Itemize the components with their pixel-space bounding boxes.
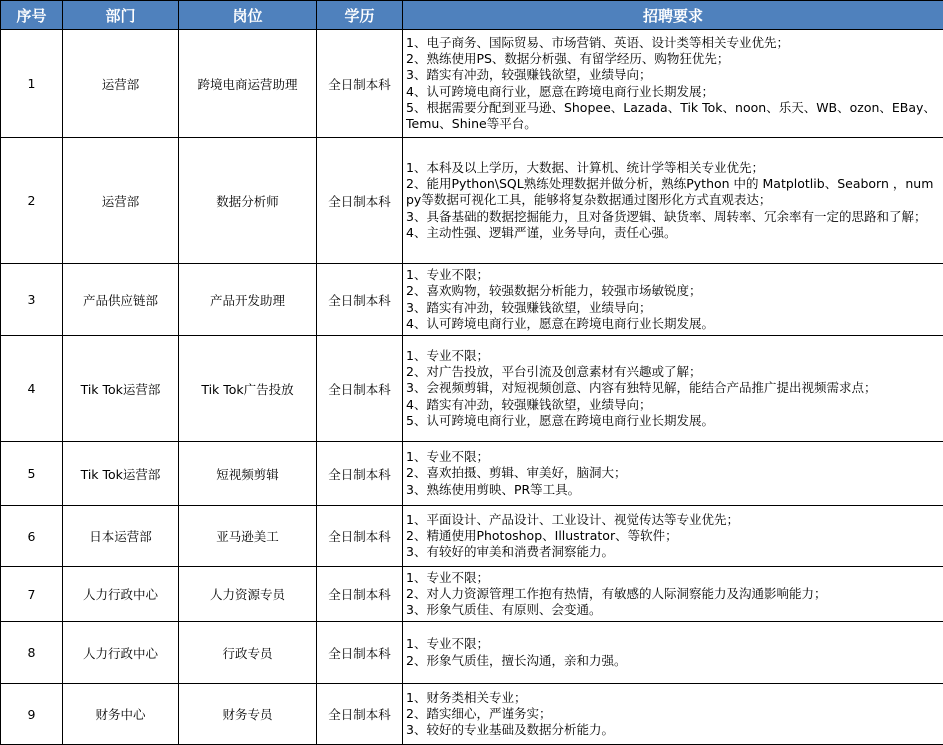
table-row: [1, 506, 943, 567]
requirement-line: 3、有较好的审美和消费者洞察能力。: [406, 544, 614, 560]
header-no: 序号: [1, 1, 63, 30]
requirement-line: 1、专业不限；: [406, 267, 489, 283]
table-row: [1, 336, 943, 442]
requirement-line: 3、踏实有冲劲，较强赚钱欲望，业绩导向；: [406, 299, 652, 315]
requirement-line: 1、本科及以上学历，大数据、计算机、统计学等相关专业优先；: [406, 159, 764, 175]
requirement-line: 1、专业不限；: [406, 636, 489, 652]
requirements-cell: [403, 138, 943, 264]
position-cell: 数据分析师: [179, 138, 317, 264]
requirements-cell: [403, 442, 943, 506]
education-cell: 全日制本科: [317, 622, 403, 684]
requirements-cell: [403, 622, 943, 684]
requirements-cell: [403, 506, 943, 567]
table-row: [1, 442, 943, 506]
requirement-line: 2、喜欢购物，较强数据分析能力，较强市场敏锐度；: [406, 283, 702, 299]
requirement-line: 1、专业不限；: [406, 449, 489, 465]
department-cell: 人力行政中心: [63, 622, 179, 684]
education-cell: 全日制本科: [317, 30, 403, 138]
position-cell: 亚马逊美工: [179, 506, 317, 567]
requirement-line: 1、平面设计、产品设计、工业设计、视觉传达等专业优先；: [406, 511, 739, 527]
requirement-line: 5、认可跨境电商行业，愿意在跨境电商行业长期发展。: [406, 412, 714, 428]
department-cell: 人力行政中心: [63, 567, 179, 622]
requirement-line: 1、财务类相关专业；: [406, 689, 527, 705]
education-cell: 全日制本科: [317, 506, 403, 567]
table-row: [1, 684, 943, 745]
header-requirements: 招聘要求: [403, 1, 943, 30]
education-cell: 全日制本科: [317, 442, 403, 506]
row-number: 3: [1, 264, 63, 336]
requirement-line: 2、对人力资源管理工作抱有热情，有敏感的人际洞察能力及沟通影响能力；: [406, 585, 827, 601]
table-row: [1, 622, 943, 684]
row-number: 7: [1, 567, 63, 622]
position-cell: 行政专员: [179, 622, 317, 684]
department-cell: 产品供应链部: [63, 264, 179, 336]
table-row: [1, 264, 943, 336]
requirement-line: 4、主动性强、逻辑严谨，业务导向，责任心强。: [406, 224, 677, 240]
table-row: [1, 30, 943, 138]
requirement-line: 3、熟练使用剪映、PR等工具。: [406, 481, 581, 497]
education-cell: 全日制本科: [317, 138, 403, 264]
requirements-cell: [403, 336, 943, 442]
department-cell: Tik Tok运营部: [63, 442, 179, 506]
department-cell: 运营部: [63, 30, 179, 138]
position-cell: Tik Tok广告投放: [179, 336, 317, 442]
requirement-line: 2、精通使用Photoshop、Illustrator、等软件；: [406, 527, 678, 543]
row-number: 2: [1, 138, 63, 264]
requirement-line: 1、电子商务、国际贸易、市场营销、英语、设计类等相关专业优先；: [406, 34, 789, 50]
requirement-line: 1、专业不限；: [406, 569, 489, 585]
requirement-line: 2、喜欢拍摄、剪辑、审美好，脑洞大；: [406, 465, 627, 481]
table-row: [1, 567, 943, 622]
requirement-line: 3、踏实有冲劲，较强赚钱欲望，业绩导向；: [406, 67, 652, 83]
position-cell: 产品开发助理: [179, 264, 317, 336]
department-cell: 财务中心: [63, 684, 179, 745]
department-cell: 日本运营部: [63, 506, 179, 567]
header-position: 岗位: [179, 1, 317, 30]
requirement-line: 3、较好的专业基础及数据分析能力。: [406, 722, 614, 738]
requirement-line: 2、形象气质佳，擅长沟通，亲和力强。: [406, 652, 627, 668]
table-body: [1, 30, 943, 745]
requirement-line: 3、形象气质佳、有原则、会变通。: [406, 602, 602, 618]
education-cell: 全日制本科: [317, 684, 403, 745]
row-number: 4: [1, 336, 63, 442]
requirement-line: 2、踏实细心，严谨务实；: [406, 705, 552, 721]
position-cell: 短视频剪辑: [179, 442, 317, 506]
header-dept: 部门: [63, 1, 179, 30]
requirement-line: 4、认可跨境电商行业，愿意在跨境电商行业长期发展。: [406, 315, 714, 331]
requirements-cell: [403, 264, 943, 336]
requirement-line: 4、认可跨境电商行业，愿意在跨境电商行业长期发展；: [406, 83, 714, 99]
requirement-line: 5、根据需要分配到亚马逊、Shopee、Lazada、Tik Tok、noon、乐天、WB、ozon、EBay、Temu、Shine等平台。: [406, 99, 936, 131]
education-cell: 全日制本科: [317, 336, 403, 442]
row-number: 5: [1, 442, 63, 506]
position-cell: 人力资源专员: [179, 567, 317, 622]
requirement-line: 2、能用Python\SQL熟练处理数据并做分析，熟练Python 中的 Matplotlib、Seaborn ，numpy等数据可视化工具，能够将复杂数据通过图形化方式直观表达；: [406, 176, 934, 208]
requirements-cell: [403, 30, 943, 138]
table-row: [1, 138, 943, 264]
row-number: 8: [1, 622, 63, 684]
row-number: 6: [1, 506, 63, 567]
requirement-line: 3、会视频剪辑，对短视频创意、内容有独特见解，能结合产品推广提出视频需求点；: [406, 380, 877, 396]
header-row: [1, 1, 943, 30]
row-number: 1: [1, 30, 63, 138]
row-number: 9: [1, 684, 63, 745]
header-education: 学历: [317, 1, 403, 30]
requirement-line: 2、熟练使用PS、数据分析强、有留学经历、购物狂优先；: [406, 51, 730, 67]
education-cell: 全日制本科: [317, 264, 403, 336]
education-cell: 全日制本科: [317, 567, 403, 622]
department-cell: 运营部: [63, 138, 179, 264]
requirement-line: 2、对广告投放，平台引流及创意素材有兴趣或了解；: [406, 364, 702, 380]
position-cell: 跨境电商运营助理: [179, 30, 317, 138]
department-cell: Tik Tok运营部: [63, 336, 179, 442]
requirements-cell: [403, 567, 943, 622]
requirement-line: 1、专业不限；: [406, 347, 489, 363]
requirement-line: 3、具备基础的数据挖掘能力，且对备货逻辑、缺货率、周转率、冗余率有一定的思路和了解；: [406, 208, 927, 224]
requirement-line: 4、踏实有冲劲，较强赚钱欲望，业绩导向；: [406, 396, 652, 412]
position-cell: 财务专员: [179, 684, 317, 745]
requirements-cell: [403, 684, 943, 745]
